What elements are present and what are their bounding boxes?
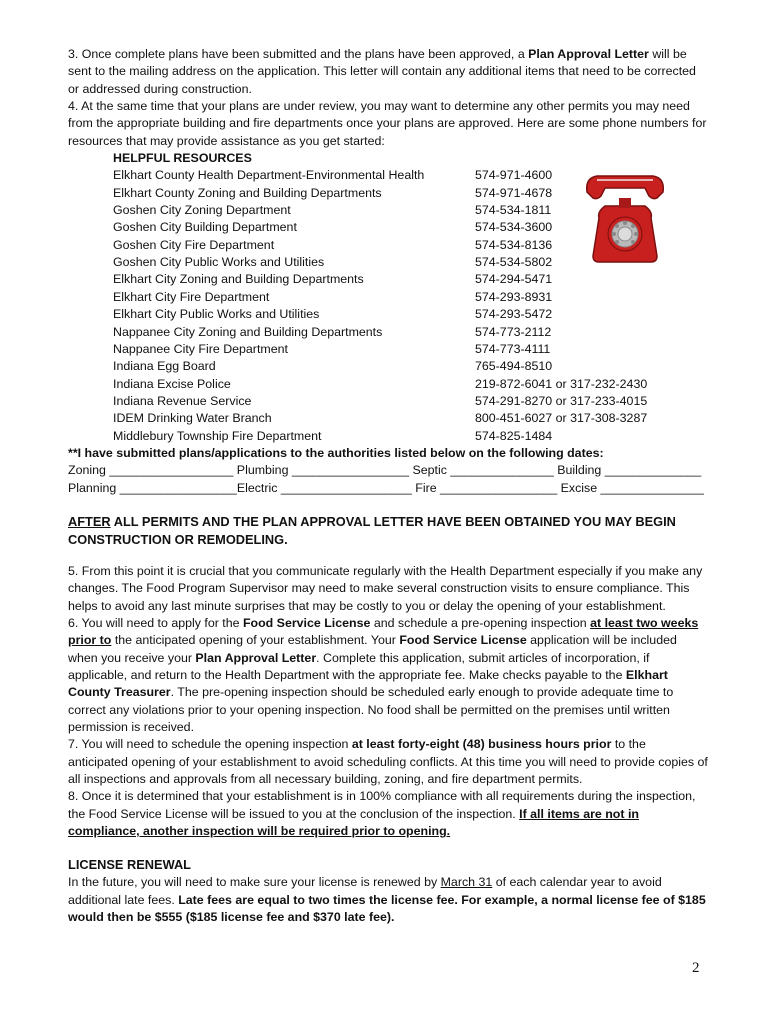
resource-phone: 574-534-5802 [475, 255, 553, 270]
resource-phone: 574-534-3600 [475, 220, 553, 235]
resource-name: IDEM Drinking Water Branch [113, 411, 272, 426]
resource-name: Goshen City Fire Department [113, 237, 275, 252]
resource-row [113, 271, 708, 288]
resource-name: Elkhart County Health Department-Environmental Health [113, 168, 425, 183]
resource-name: Elkhart City Public Works and Utilities [113, 307, 320, 322]
step-7-paragraph: 7. You will need to schedule the opening inspection at least forty-eight (48) business hours prior to the anticipated opening of your establishment to avoid scheduling conflicts. At this time you will need to provide copies of all inspections and approvals from all necessary building, zoning, and fire department permits. [68, 737, 708, 787]
resource-phone: 574-534-1811 [475, 203, 552, 218]
resource-name: Middlebury Township Fire Department [113, 428, 322, 443]
resource-row [113, 324, 708, 341]
step-3-paragraph: 3. Once complete plans have been submitted and the plans have been approved, a Plan Approval Letter will be sent to the mailing address on the application. This letter will contain any additional items that need to be corrected or addressed during construction. [68, 47, 696, 96]
resource-phone: 574-294-5471 [475, 272, 553, 287]
step-6-paragraph: 6. You will need to apply for the Food Service License and schedule a pre-opening inspection at least two weeks prior to the anticipated opening of your establishment. Your Food Service License application will be included when you receive your Plan Approval Letter. Complete this application, submit articles of incorporation, if applicable, and return to the Health Department with the appropriate fee. Make checks payable to the Elkhart County Treasurer. The pre-opening inspection should be scheduled early enough to provide adequate time to correct any violations prior to your opening inspection. No food shall be permitted on the premises until written permission is received. [68, 615, 699, 735]
resource-name: Nappanee City Zoning and Building Departments [113, 324, 383, 339]
resource-phone: 219-872-6041 or 317-232-2430 [475, 376, 648, 391]
resource-name: Indiana Egg Board [113, 359, 216, 374]
resources-heading: HELPFUL RESOURCES [113, 151, 252, 166]
submitted-heading: **I have submitted plans/applications to the authorities listed below on the following dates: [68, 445, 604, 460]
step-4-paragraph: 4. At the same time that your plans are under review, you may want to determine any other permits you may need from the appropriate building and fire departments once your plans are approved. Here are some phone numbers for resources that may provide assistance as you get started: [68, 99, 707, 148]
resource-row [113, 410, 708, 427]
step-5-paragraph: 5. From this point it is crucial that you communicate regularly with the Health Department especially if you make any changes. The Food Program Supervisor may need to make several construction visits to ensure compliance. This helps to avoid any last minute surprises that may be costly to you or delay the opening of your establishment. [68, 563, 703, 613]
resource-phone: 574-293-8931 [475, 289, 553, 304]
submitted-line-2: Planning _________________Electric ___________________ Fire _________________ Excise _______________ [68, 480, 704, 495]
resource-row [113, 306, 708, 323]
resource-row [113, 393, 708, 410]
resource-name: Indiana Excise Police [113, 376, 231, 391]
resource-phone: 574-971-4678 [475, 185, 553, 200]
resource-name: Goshen City Zoning Department [113, 203, 291, 218]
resource-name: Nappanee City Fire Department [113, 341, 288, 356]
resource-phone: 574-291-8270 or 317-233-4015 [475, 393, 648, 408]
resource-name: Elkhart City Zoning and Building Departments [113, 272, 364, 287]
resource-name: Goshen City Building Department [113, 220, 297, 235]
resource-phone: 574-773-2112 [475, 324, 552, 339]
resource-phone: 574-971-4600 [475, 168, 553, 183]
resource-row [113, 289, 708, 306]
resource-phone: 574-293-5472 [475, 307, 553, 322]
after-heading: AFTER ALL PERMITS AND THE PLAN APPROVAL LETTER HAVE BEEN OBTAINED YOU MAY BEGIN CONSTRUCTION OR REMODELING. [68, 513, 676, 547]
resource-name: Indiana Revenue Service [113, 393, 252, 408]
page-number: 2 [692, 960, 700, 976]
resource-phone: 574-534-8136 [475, 237, 553, 252]
submitted-line-1: Zoning __________________ Plumbing _________________ Septic _______________ Building ______________ [68, 463, 702, 478]
step-8-paragraph: 8. Once it is determined that your establishment is in 100% compliance with all requirements during the inspection, the Food Service License will be issued to you at the conclusion of the inspection. If all items are not in compliance, another inspection will be required prior to opening. [68, 789, 696, 839]
resource-row [113, 341, 708, 358]
resource-phone: 574-773-4111 [475, 341, 551, 356]
renewal-paragraph: In the future, you will need to make sure your license is renewed by March 31 of each calendar year to avoid additional late fees. Late fees are equal to two times the license fee. For example, a normal license fee of $185 would then be $555 ($185 license fee and $370 late fee). [68, 875, 706, 925]
resource-row [113, 428, 708, 445]
resource-name: Elkhart County Zoning and Building Departments [113, 185, 382, 200]
resource-name: Goshen City Public Works and Utilities [113, 255, 325, 270]
resource-row [113, 358, 708, 375]
resource-phone: 765-494-8510 [475, 359, 553, 374]
resource-phone: 800-451-6027 or 317-308-3287 [475, 411, 648, 426]
resource-phone: 574-825-1484 [475, 428, 553, 443]
rotary-telephone-icon [583, 168, 667, 264]
resource-name: Elkhart City Fire Department [113, 289, 270, 304]
license-renewal-heading: LICENSE RENEWAL [68, 857, 192, 873]
resource-row [113, 376, 708, 393]
